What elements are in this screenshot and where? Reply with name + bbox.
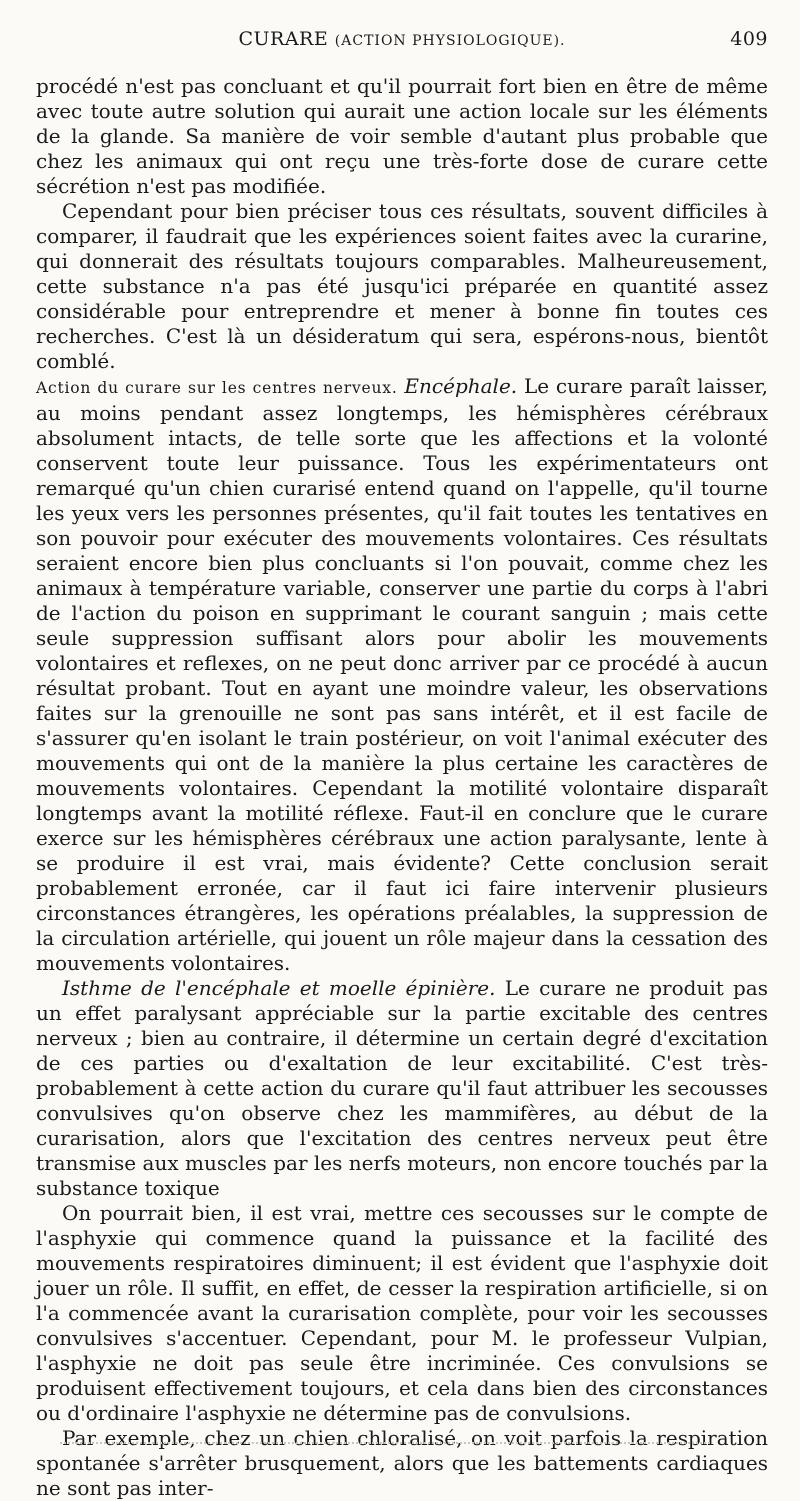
subsection-heading: Isthme de l'encéphale et moelle épinière.: [62, 976, 496, 1000]
section-heading: Action du curare sur les centres nerveux.: [36, 379, 398, 397]
paragraph-text: Cependant pour bien préciser tous ces résultats, souvent difficiles à comparer, il faudrait que les expériences soient faites avec la curarine, qui donnerait des résultats toujours comparables. Malheureusement, cette substance n'a pas été jusqu'ici préparée en quantité assez considérable pour entreprendre et mener à bonne fin toutes ces recherches. C'est là un désideratum qui sera, espérons-nous, bientôt comblé.: [36, 199, 768, 373]
page-body: [36, 74, 768, 1501]
paragraph-1: [36, 74, 768, 199]
paragraph-5: [36, 1201, 768, 1426]
paragraph-text: Le curare ne produit pas un effet paralysant appréciable sur la partie excitable des centres nerveux ; bien au contraire, il détermine un certain degré d'excitation de ces parties ou d'exaltation de leur excitabilité. C'est très-probablement à cette action du curare qu'il faut attribuer les secousses convulsives qu'on observe chez les mammifères, au début de la curarisation, alors que l'excitation des centres nerveux peut être transmise aux muscles par les nerfs moteurs, non encore touchés par la substance toxique: [36, 976, 768, 1200]
running-title-sub: (ACTION PHYSIOLOGIQUE).: [334, 33, 566, 49]
paragraph-text: On pourrait bien, il est vrai, mettre ces secousses sur le compte de l'asphyxie qui commence quand la puissance et la facilité des mouvements respiratoires diminuent; il est évident que l'asphyxie doit jouer un rôle. Il suffit, en effet, de cesser la respiration artificielle, si on l'a commencée avant la curarisation complète, pour voir les secousses convulsives s'accentuer. Cependant, pour M. le professeur Vulpian, l'asphyxie ne doit pas seule être incriminée. Ces convulsions se produisent effectivement toujours, et cela dans bien des circonstances ou d'ordinaire l'asphyxie ne détermine pas de convulsions.: [36, 1201, 768, 1425]
running-title: [36, 28, 768, 50]
paragraph-text: Le curare paraît laisser, au moins pendant assez longtemps, les hémisphères cérébraux absolument intacts, de telle sorte que les affections et la volonté conservent toute leur puissance. Tous les expérimentateurs ont remarqué qu'un chien curarisé entend quand on l'appelle, qu'il tourne les yeux vers les personnes présentes, qu'il fait toutes les tentatives en son pouvoir pour exécuter des mouvements volontaires. Ces résultats seraient encore bien plus concluants si l'on pouvait, comme chez les animaux à température variable, conserver une partie du corps à l'abri de l'action du poison en supprimant le courant sanguin ; mais cette seule suppression suffisant alors pour abolir les mouvements volontaires et reflexes, on ne peut donc arriver par ce procédé à aucun résultat probant. Tout en ayant une moindre valeur, les observations faites sur la grenouille ne sont pas sans intérêt, et il est facile de s'assurer qu'en isolant le train postérieur, on voit l'animal exécuter des mouvements qui ont de la manière la plus certaine les caractères de mouvements volontaires. Cependant la motilité volontaire disparaît longtemps avant la motilité réflexe. Faut-il en conclure que le curare exerce sur les hémisphères cérébraux une action paralysante, lente à se produire il est vrai, mais évidente? Cette conclusion serait probablement erronée, car il faut ici faire intervenir plusieurs circonstances étrangères, les opérations préalables, la suppression de la circulation artérielle, qui jouent un rôle majeur dans la cessation des mouvements volontaires.: [36, 374, 769, 975]
paragraph-3: [36, 374, 768, 976]
paragraph-text: Par exemple, chez un chien chloralisé, on voit parfois la respiration spontanée s'arrêter brusquement, alors que les battements cardiaques ne sont pas inter-: [36, 1426, 768, 1500]
paragraph-2: [36, 199, 768, 374]
paragraph-text: procédé n'est pas concluant et qu'il pourrait fort bien en être de même avec toute autre solution qui aurait une action locale sur les éléments de la glande. Sa manière de voir semble d'autant plus probable que chez les animaux qui ont reçu une très-forte dose de curare cette sécrétion n'est pas modifiée.: [36, 74, 768, 198]
running-head: [36, 28, 768, 54]
subsection-heading: Encéphale.: [404, 374, 518, 398]
paragraph-4: [36, 976, 768, 1201]
running-title-main: CURARE: [238, 28, 329, 50]
page-bottom-rule: [60, 1442, 710, 1444]
page-number: 409: [730, 28, 768, 50]
paragraph-6: [36, 1426, 768, 1501]
